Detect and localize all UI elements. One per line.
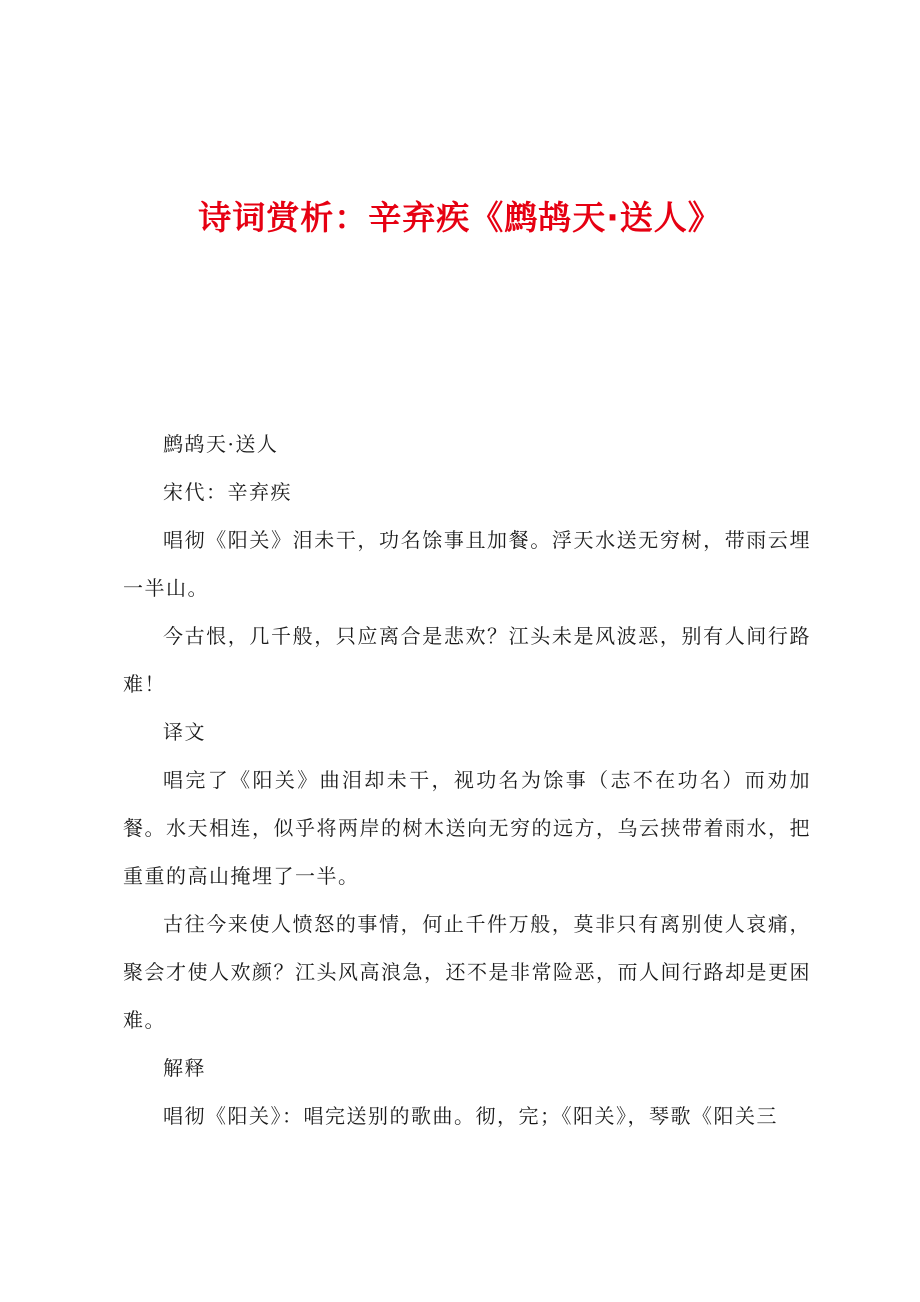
poem-stanza-2: 今古恨，几千般，只应离合是悲欢？江头未是风波恶，别有人间行路难！ xyxy=(123,624,811,696)
page-title: 诗词赏析：辛弃疾《鹧鸪天·送人》 xyxy=(198,198,722,237)
poem-title: 鹧鸪天·送人 xyxy=(163,432,279,456)
poem-author: 宋代：辛弃疾 xyxy=(163,480,292,504)
translation-paragraph-2: 古往今来使人愤怒的事情，何止千件万般，莫非只有离别使人哀痛，聚会才使人欢颜？江头风高浪急，还不是非常险恶，而人间行路却是更困难。 xyxy=(123,912,811,1032)
notes-heading: 解释 xyxy=(163,1056,206,1080)
translation-paragraph-1: 唱完了《阳关》曲泪却未干，视功名为馀事（志不在功名）而劝加餐。水天相连，似乎将两岸的树木送向无穷的远方，乌云挟带着雨水，把重重的高山掩埋了一半。 xyxy=(123,768,811,888)
document-body xyxy=(123,420,811,1140)
translation-heading: 译文 xyxy=(163,720,206,744)
poem-stanza-1: 唱彻《阳关》泪未干，功名馀事且加餐。浮天水送无穷树，带雨云埋一半山。 xyxy=(123,528,811,600)
notes-paragraph-1: 唱彻《阳关》：唱完送别的歌曲。彻，完；《阳关》，琴歌《阳关三 xyxy=(163,1104,778,1128)
